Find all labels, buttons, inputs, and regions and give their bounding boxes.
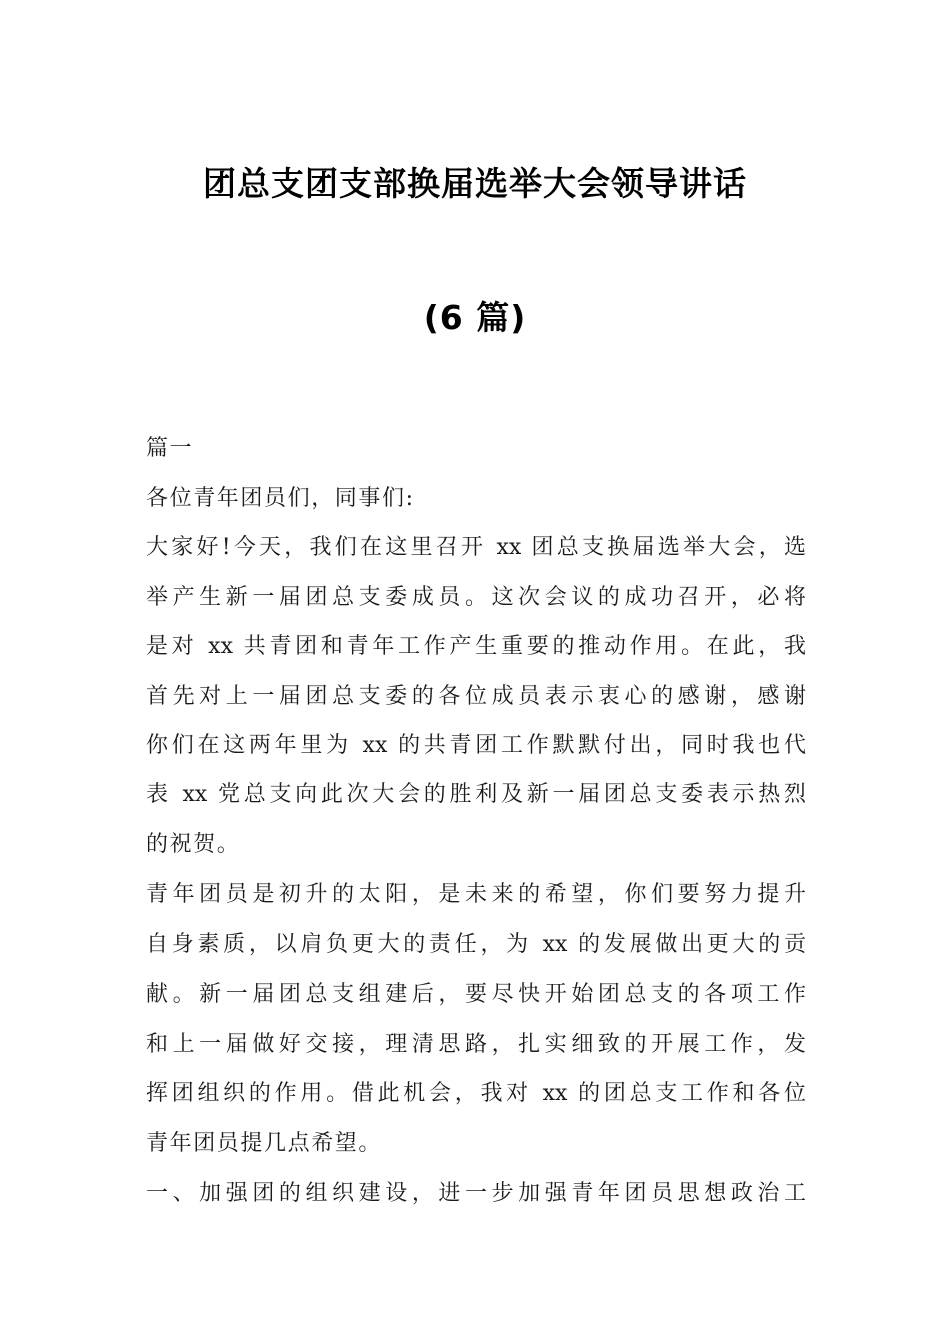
document-title: 团总支团支部换届选举大会领导讲话	[203, 164, 747, 203]
section-label: 篇一	[146, 436, 194, 461]
paragraph-line: 表 xx 党总支向此次大会的胜利及新一届团总支委表示热烈	[146, 782, 806, 807]
section-heading: 一、加强团的组织建设，进一步加强青年团员思想政治工	[146, 1181, 806, 1206]
paragraph-line: 挥团组织的作用。借此机会，我对 xx 的团总支工作和各位	[146, 1081, 806, 1106]
paragraph-line: 大家好!今天，我们在这里召开 xx 团总支换届选举大会，选	[146, 535, 806, 560]
paragraph-line: 的祝贺。	[146, 832, 241, 857]
paragraph-line: 青年团员是初升的太阳，是未来的希望，你们要努力提升	[146, 882, 806, 907]
paragraph-line: 举产生新一届团总支委成员。这次会议的成功召开，必将	[146, 585, 806, 610]
paragraph-line: 青年团员提几点希望。	[146, 1131, 383, 1156]
salutation: 各位青年团员们，同事们:	[146, 486, 415, 511]
paragraph-line: 是对 xx 共青团和青年工作产生重要的推动作用。在此，我	[146, 634, 806, 659]
paragraph-line: 你们在这两年里为 xx 的共青团工作默默付出，同时我也代	[146, 733, 806, 758]
paragraph-line: 献。新一届团总支组建后，要尽快开始团总支的各项工作	[146, 982, 806, 1007]
paragraph-line: 和上一届做好交接，理清思路，扎实细致的开展工作，发	[146, 1032, 806, 1057]
document-subtitle: (6 篇)	[423, 298, 527, 337]
paragraph-line: 首先对上一届团总支委的各位成员表示衷心的感谢，感谢	[146, 684, 806, 709]
paragraph-line: 自身素质，以肩负更大的责任，为 xx 的发展做出更大的贡	[146, 932, 806, 957]
